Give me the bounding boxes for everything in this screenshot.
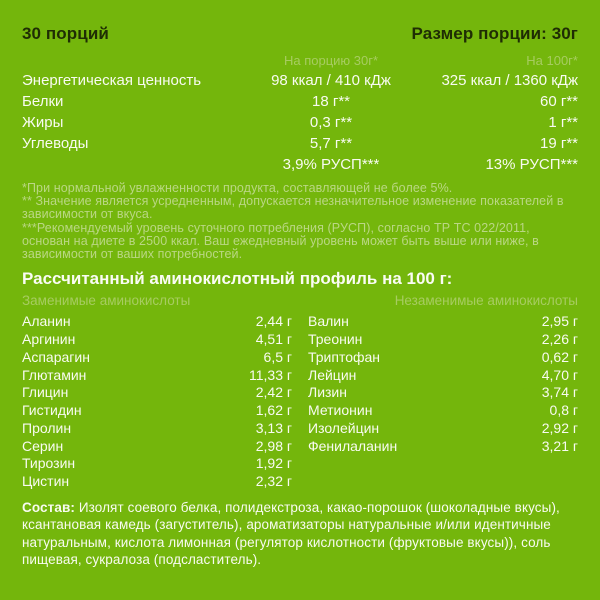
table-row-carbs	[22, 133, 578, 154]
row-value-per-serving: 0,3 г**	[309, 114, 353, 131]
amino-name: Лизин	[308, 384, 347, 401]
amino-value: 3,13 г	[255, 419, 292, 436]
footnote-rusp: ***Рекомендуемый уровень суточного потребления (РУСП), согласно ТР ТС 022/2011, основан на диете в 2500 ккал. Ваш ежедневный уровень может быть выше или ниже, в зависимости от ваших потребностей.	[22, 220, 539, 262]
list-item	[22, 437, 292, 455]
amino-value: 3,74 г	[541, 384, 578, 401]
essential-amino-header: Незаменимые аминокислоты	[394, 293, 578, 309]
list-item	[308, 401, 578, 419]
list-item	[308, 383, 578, 401]
amino-name: Гистидин	[22, 402, 82, 419]
amino-value: 2,98 г	[255, 437, 292, 454]
amino-name: Цистин	[22, 473, 70, 490]
amino-name: Серин	[22, 437, 64, 454]
row-value-per-100g: 325 ккал / 1360 кДж	[441, 72, 578, 89]
amino-value: 11,33 г	[249, 366, 292, 383]
amino-value: 2,42 г	[255, 384, 292, 401]
amino-profile-title: Рассчитанный аминокислотный профиль на 100 г:	[22, 269, 453, 289]
column-header-per-serving: На порцию 30г*	[283, 53, 379, 68]
amino-name: Изолейцин	[308, 419, 380, 436]
amino-value: 0,8 г	[549, 402, 578, 419]
amino-name: Пролин	[22, 419, 72, 436]
row-label: Белки	[22, 93, 64, 110]
amino-value: 4,70 г	[541, 366, 578, 383]
amino-value: 1,62 г	[255, 402, 292, 419]
ingredients-label: Состав:	[22, 500, 75, 516]
amino-name: Глицин	[22, 384, 69, 401]
list-item	[22, 330, 292, 348]
amino-name: Треонин	[308, 330, 363, 347]
row-label: Жиры	[22, 114, 64, 131]
list-item	[308, 312, 578, 330]
table-row-rusp	[22, 154, 578, 175]
amino-name: Аргинин	[22, 330, 76, 347]
list-item	[22, 366, 292, 384]
row-value-per-serving: 3,9% РУСП***	[282, 156, 380, 173]
amino-value: 2,44 г	[255, 313, 292, 330]
amino-name: Триптофан	[308, 348, 381, 365]
row-value-per-serving: 5,7 г**	[309, 135, 353, 152]
servings-count: 30 порций	[22, 24, 109, 43]
amino-name: Лейцин	[308, 366, 357, 383]
list-item	[308, 330, 578, 348]
amino-value: 2,32 г	[255, 473, 292, 490]
ingredients-paragraph	[22, 499, 578, 568]
table-row-fat	[22, 112, 578, 133]
table-row-protein	[22, 91, 578, 112]
amino-value: 3,21 г	[541, 437, 578, 454]
row-label: Углеводы	[22, 135, 89, 152]
amino-name: Глютамин	[22, 366, 87, 383]
list-item	[22, 312, 292, 330]
amino-column-headers	[22, 294, 578, 308]
label-header	[22, 25, 578, 43]
amino-value: 4,51 г	[255, 330, 292, 347]
nutrition-column-headers	[22, 51, 578, 70]
nutrition-table	[22, 51, 578, 175]
list-item	[308, 419, 578, 437]
list-item	[308, 366, 578, 384]
column-header-per-100g: На 100г*	[526, 53, 578, 68]
amino-value: 2,92 г	[541, 419, 578, 436]
footnotes-block	[22, 182, 578, 261]
row-value-per-serving: 98 ккал / 410 кДж	[271, 72, 391, 89]
amino-value: 2,95 г	[541, 313, 578, 330]
amino-value: 0,62 г	[541, 348, 578, 365]
amino-value: 1,92 г	[255, 455, 292, 472]
nonessential-amino-header: Заменимые аминокислоты	[22, 293, 191, 309]
list-item	[22, 383, 292, 401]
list-item	[308, 437, 578, 455]
serving-size: Размер порции: 30г	[411, 24, 578, 43]
list-item	[22, 419, 292, 437]
row-value-per-serving: 18 г**	[312, 93, 350, 110]
amino-acid-table	[22, 312, 578, 490]
amino-name: Аланин	[22, 313, 71, 330]
list-item	[308, 348, 578, 366]
amino-name: Фенилаланин	[308, 437, 398, 454]
row-value-per-100g: 60 г**	[540, 93, 578, 110]
amino-name: Валин	[308, 313, 349, 330]
list-item	[22, 455, 292, 473]
amino-name: Аспарагин	[22, 348, 90, 365]
row-value-per-100g: 19 г**	[540, 135, 578, 152]
nonessential-amino-column	[22, 312, 292, 490]
essential-amino-column	[308, 312, 578, 490]
table-row-energy	[22, 70, 578, 91]
row-label: Энергетическая ценность	[22, 72, 202, 89]
row-value-per-100g: 1 г**	[548, 114, 578, 131]
amino-value: 6,5 г	[263, 348, 292, 365]
row-value-per-100g: 13% РУСП***	[485, 156, 578, 173]
footnote-average-value: ** Значение является усредненным, допускается незначительное изменение показателей в зависимости от вкуса.	[22, 194, 564, 222]
list-item	[22, 348, 292, 366]
amino-name: Метионин	[308, 402, 373, 419]
list-item	[22, 401, 292, 419]
list-item	[22, 472, 292, 490]
footnote-moisture: *При нормальной увлажненности продукта, составляющей не более 5%.	[22, 181, 453, 195]
amino-name: Тирозин	[22, 455, 76, 472]
ingredients-text: Изолят соевого белка, полидекстроза, какао-порошок (шоколадные вкусы), ксантановая камедь (загуститель), ароматизаторы натуральные и/или идентичные натуральным, кислота лимонная (регулятор кислотности (фруктовые вкусы)), соль пищевая, сукралоза (подсластитель).	[22, 500, 560, 568]
amino-value: 2,26 г	[541, 330, 578, 347]
